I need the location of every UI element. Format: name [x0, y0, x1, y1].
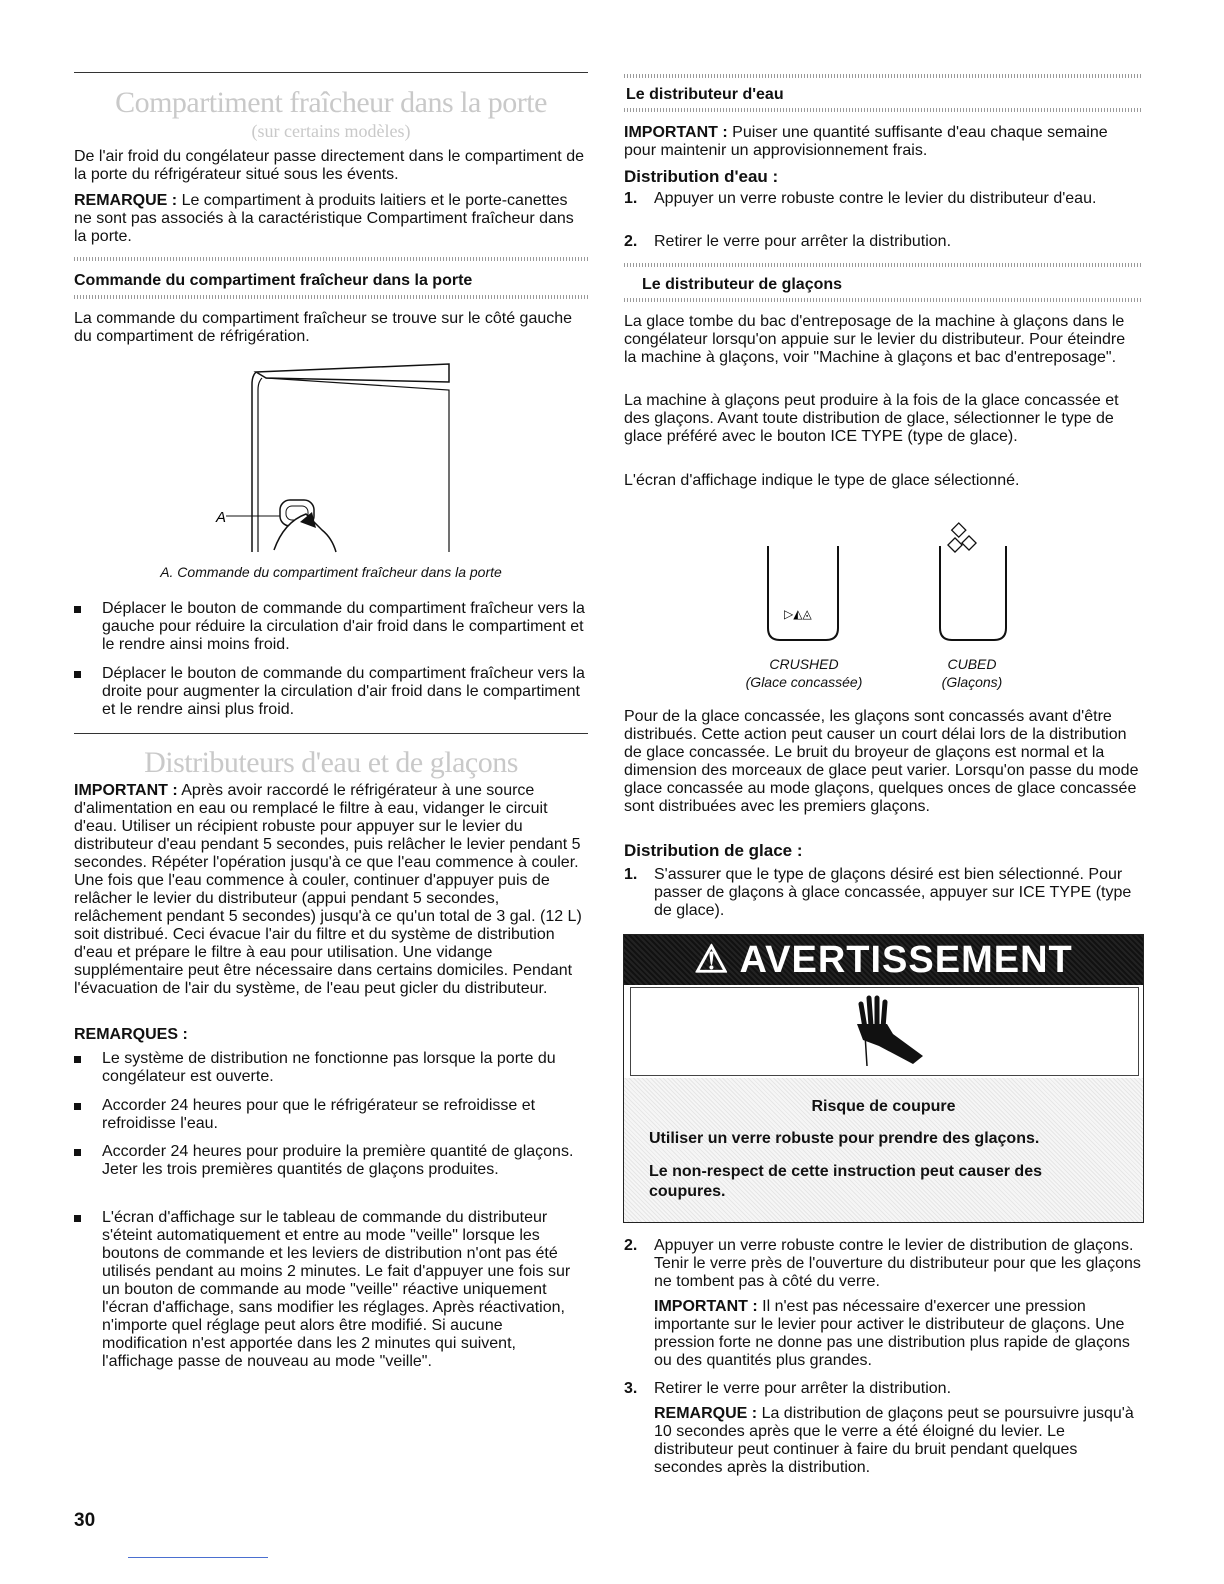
- ice-paragraph-4: Pour de la glace concassée, les glaçons sont concassés avant d'être distribués. Cette action peut causer un court délai lors de la distribution de glace concassée. Le bruit du broyeur de glaçons est normal et la dimension des morceaux de glace peut varier. Lorsqu'on passe du mode glace concassée au mode glaçons, quelques onces de glace concassée sont distribuées avec les premiers glaçons.: [624, 708, 1139, 815]
- remarque-text: Le compartiment à produits laitiers et le porte-canettes ne sont pas associés à la caractéristique Compartiment fraîcheur dans la porte.: [74, 192, 574, 245]
- ice-paragraph-1: La glace tombe du bac d'entreposage de la machine à glaçons dans le congélateur lorsqu'on appuie sur le levier du distributeur. Pour éteindre la machine à glaçons, voir "Machine à glaçons et bac d'entreposage".: [624, 313, 1126, 366]
- bullet-icon: [74, 1056, 81, 1063]
- hatch-divider: [74, 257, 588, 261]
- water-important-label: IMPORTANT :: [624, 124, 728, 141]
- water-important-paragraph: [624, 124, 1142, 160]
- intro-paragraph: De l'air froid du congélateur passe directement dans le compartiment de la porte du réfrigérateur situé sous les évents.: [74, 148, 584, 183]
- important-text: Après avoir raccordé le réfrigérateur à une source d'alimentation en eau ou remplacé le filtre à eau, vidanger le circuit d'eau. Utiliser un récipient robuste pour appuyer sur le levier du distributeur d'eau pendant 5 secondes, puis relâcher le levier pendant 5 secondes. Répéter l'opération jusqu'à ce que l'eau commence à couler. Une fois que l'eau commence à couler, continuer d'appuyer puis de relâcher le levier du distributeur (appui pendant 5 secondes, relâchement pendant 5 secondes) jusqu'à ce qu'un total de 3 gal. (12 L) soit distribué. Ceci évacue l'air du filtre et du système de distribution d'eau et prépare le filtre à eau pour utilisation. Une vidange supplémentaire peut être nécessaire dans certains domiciles. Pendant l'évacuation de l'air du système, de l'eau peut gicler du distributeur.: [74, 782, 582, 997]
- step2-important-text: Il n'est pas nécessaire d'exercer une pression importante sur le levier pour activer le distributeur de glaçons. Une pression forte ne donne pas une distribution plus rapide de glaçons ou des quantités plus grandes.: [654, 1298, 1130, 1369]
- section-subtitle: (sur certains modèles): [251, 121, 411, 141]
- crushed-label: CRUSHED: [769, 656, 839, 672]
- step-text: Appuyer un verre robuste contre le levier de distribution de glaçons. Tenir le verre près de l'ouverture du distributeur pour que les glaçons ne tombent pas à côté du verre.: [654, 1237, 1141, 1290]
- figure-label-a: A: [216, 509, 227, 526]
- hatch-divider: [624, 108, 1142, 112]
- cubed-sub: (Glaçons): [941, 674, 1003, 690]
- section-rule: [74, 72, 588, 73]
- step3-remarque-text: La distribution de glaçons peut se poursuivre jusqu'à 10 secondes après que le verre a été éloigné du levier. Le distributeur peut continuer à faire du bruit pendant quelques secondes après la distribution.: [654, 1405, 1134, 1476]
- step-number: 3.: [624, 1380, 638, 1397]
- warning-icon-frame: [630, 987, 1139, 1076]
- bullet-text: Accorder 24 heures pour que le réfrigérateur se refroidisse et refroidisse l'eau.: [102, 1097, 536, 1132]
- step3-remarque: [654, 1405, 1142, 1477]
- section-title-fresh-zone: Compartiment fraîcheur dans la porte: [115, 86, 547, 119]
- hatch-divider: [624, 74, 1142, 78]
- remarque-paragraph: [74, 192, 588, 246]
- bullet-icon: [74, 671, 81, 678]
- ice-paragraph-3: L'écran d'affichage indique le type de glace sélectionné.: [624, 472, 1020, 489]
- step-text: S'assurer que le type de glaçons désiré est bien sélectionné. Pour passer de glaçons à glace concassée, appuyer sur ICE TYPE (type de glace).: [654, 866, 1132, 919]
- bullet-text: Le système de distribution ne fonctionne pas lorsque la porte du congélateur est ouverte.: [102, 1050, 556, 1085]
- cubed-ice-icon: [948, 523, 976, 552]
- step2-important: [654, 1298, 1142, 1370]
- bullet-icon: [74, 1103, 81, 1110]
- step-number: 2.: [624, 1237, 638, 1254]
- hatch-divider: [624, 263, 1142, 267]
- warning-box: [623, 934, 1144, 1223]
- bullet-text: Déplacer le bouton de commande du compartiment fraîcheur vers la gauche pour réduire la circulation d'air froid dans le compartiment et le rendre ainsi moins froid.: [102, 600, 585, 653]
- bullet-text: Accorder 24 heures pour produire la première quantité de glaçons. Jeter les trois premières quantités de glaçons produites.: [102, 1143, 574, 1178]
- crushed-ice-icon: ▷◭◬: [784, 607, 812, 621]
- step-text: Retirer le verre pour arrêter la distribution.: [654, 1380, 952, 1397]
- step-number: 1.: [624, 866, 638, 883]
- hatch-divider: [624, 298, 1142, 302]
- control-heading: Commande du compartiment fraîcheur dans la porte: [74, 272, 473, 289]
- warning-body: [624, 1078, 1143, 1222]
- ice-type-illustration: [764, 520, 1014, 648]
- bullet-text: Déplacer le bouton de commande du compartiment fraîcheur vers la droite pour augmenter la circulation d'air froid dans le compartiment et le rendre ainsi plus froid.: [102, 665, 585, 718]
- step-number: 2.: [624, 233, 638, 250]
- step-number: 1.: [624, 190, 638, 207]
- step-text: Appuyer un verre robuste contre le levier du distributeur d'eau.: [654, 190, 1097, 207]
- control-paragraph: La commande du compartiment fraîcheur se trouve sur le côté gauche du compartiment de réfrigération.: [74, 310, 573, 345]
- cut-hand-icon: [843, 994, 933, 1070]
- bullet-icon: [74, 1149, 81, 1156]
- warning-line-1: Utiliser un verre robuste pour prendre des glaçons.: [649, 1130, 1040, 1147]
- warning-triangle-icon: ⚠: [694, 939, 730, 981]
- page-number: 30: [74, 1510, 96, 1531]
- ice-dist-heading: Distribution de glace :: [624, 841, 803, 860]
- section-title-dispensers: Distributeurs d'eau et de glaçons: [144, 746, 518, 779]
- warning-line-2: Le non-respect de cette instruction peut causer des coupures.: [649, 1163, 1042, 1200]
- warning-title: AVERTISSEMENT: [739, 939, 1073, 981]
- fresh-zone-control-illustration: [204, 352, 534, 562]
- footer-link-line: [128, 1557, 268, 1558]
- water-heading: Le distributeur d'eau: [626, 86, 784, 103]
- bullet-icon: [74, 1215, 81, 1222]
- ice-paragraph-2: La machine à glaçons peut produire à la fois de la glace concassée et des glaçons. Avant toute distribution de glace, sélectionner le type de glace préféré avec le bouton ICE TYPE (type de glace).: [624, 392, 1119, 445]
- section-rule: [74, 733, 588, 734]
- step3-remarque-label: REMARQUE :: [654, 1405, 758, 1422]
- bullet-text: L'écran d'affichage sur le tableau de commande du distributeur s'éteint automatiquement et entre au mode "veille" lorsque les boutons de commande et les leviers de distribution n'ont pas été utilisés pendant au moins 2 minutes. Le fait d'appuyer une fois sur un bouton de commande au mode "veille" réactive uniquement l'écran d'affichage, sans modifier les réglages. Après réactivation, n'importe quel réglage peut alors être modifié. Si aucune modification n'est apportée dans les 2 minutes qui suivent, l'affichage passe de nouveau au mode "veille".: [102, 1209, 571, 1370]
- bullet-icon: [74, 606, 81, 613]
- warning-header: [624, 935, 1143, 985]
- warning-risk: Risque de coupure: [811, 1098, 956, 1115]
- figure-caption: A. Commande du compartiment fraîcheur dans la porte: [160, 564, 502, 580]
- crushed-sub: (Glace concassée): [745, 674, 863, 690]
- cubed-label: CUBED: [947, 656, 997, 672]
- step2-important-label: IMPORTANT :: [654, 1298, 758, 1315]
- ice-heading: Le distributeur de glaçons: [642, 276, 843, 293]
- important-label: IMPORTANT :: [74, 782, 178, 799]
- remarques-label: REMARQUES :: [74, 1026, 188, 1043]
- water-dist-heading: Distribution d'eau :: [624, 167, 779, 186]
- water-important-text: Puiser une quantité suffisante d'eau chaque semaine pour maintenir un approvisionnement frais.: [624, 124, 1108, 159]
- remarque-label: REMARQUE :: [74, 192, 178, 209]
- hatch-divider: [74, 295, 588, 299]
- step-text: Retirer le verre pour arrêter la distribution.: [654, 233, 952, 250]
- important-paragraph: [74, 782, 588, 998]
